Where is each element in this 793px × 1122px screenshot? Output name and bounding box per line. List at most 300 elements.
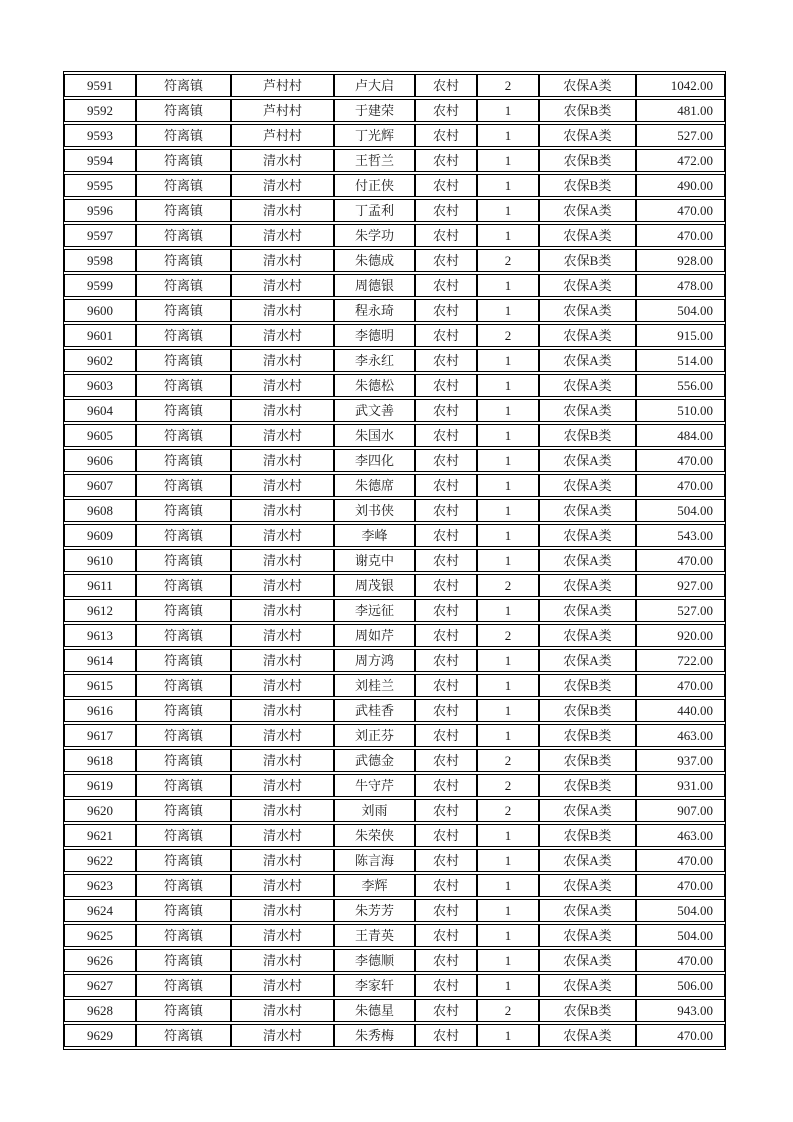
cell-id: 9625 — [64, 924, 136, 947]
cell-town: 符离镇 — [136, 624, 231, 647]
cell-village: 清水村 — [231, 574, 334, 597]
cell-id: 9608 — [64, 499, 136, 522]
cell-amount: 472.00 — [636, 149, 725, 172]
cell-town: 符离镇 — [136, 549, 231, 572]
cell-insurance_type: 农保A类 — [539, 874, 636, 897]
cell-name: 朱德松 — [334, 374, 415, 397]
benefit-roster-table — [63, 71, 726, 1050]
cell-town: 符离镇 — [136, 674, 231, 697]
cell-town: 符离镇 — [136, 949, 231, 972]
cell-amount: 463.00 — [636, 824, 725, 847]
table-row — [64, 524, 725, 547]
cell-count: 1 — [477, 724, 539, 747]
table-row — [64, 374, 725, 397]
cell-amount: 937.00 — [636, 749, 725, 772]
cell-id: 9623 — [64, 874, 136, 897]
cell-residence: 农村 — [415, 274, 477, 297]
cell-name: 朱秀梅 — [334, 1024, 415, 1047]
table-row — [64, 674, 725, 697]
table-row — [64, 249, 725, 272]
cell-count: 2 — [477, 799, 539, 822]
table-row — [64, 799, 725, 822]
cell-name: 刘桂兰 — [334, 674, 415, 697]
cell-town: 符离镇 — [136, 974, 231, 997]
cell-town: 符离镇 — [136, 349, 231, 372]
cell-id: 9602 — [64, 349, 136, 372]
cell-amount: 478.00 — [636, 274, 725, 297]
cell-village: 芦村村 — [231, 99, 334, 122]
cell-name: 武桂香 — [334, 699, 415, 722]
cell-town: 符离镇 — [136, 124, 231, 147]
cell-id: 9598 — [64, 249, 136, 272]
cell-village: 清水村 — [231, 449, 334, 472]
cell-village: 清水村 — [231, 974, 334, 997]
cell-count: 1 — [477, 974, 539, 997]
cell-village: 清水村 — [231, 999, 334, 1022]
cell-count: 1 — [477, 224, 539, 247]
table-row — [64, 299, 725, 322]
cell-town: 符离镇 — [136, 274, 231, 297]
cell-name: 谢克中 — [334, 549, 415, 572]
cell-town: 符离镇 — [136, 249, 231, 272]
cell-town: 符离镇 — [136, 374, 231, 397]
cell-name: 李辉 — [334, 874, 415, 897]
cell-id: 9606 — [64, 449, 136, 472]
table-row — [64, 899, 725, 922]
cell-count: 1 — [477, 274, 539, 297]
cell-count: 2 — [477, 324, 539, 347]
cell-residence: 农村 — [415, 674, 477, 697]
cell-name: 丁孟利 — [334, 199, 415, 222]
table-row — [64, 574, 725, 597]
cell-village: 清水村 — [231, 349, 334, 372]
cell-amount: 463.00 — [636, 724, 725, 747]
table-row — [64, 174, 725, 197]
cell-amount: 920.00 — [636, 624, 725, 647]
cell-insurance_type: 农保A类 — [539, 324, 636, 347]
cell-id: 9621 — [64, 824, 136, 847]
table-row — [64, 949, 725, 972]
cell-village: 清水村 — [231, 774, 334, 797]
cell-insurance_type: 农保A类 — [539, 499, 636, 522]
cell-name: 刘正芬 — [334, 724, 415, 747]
cell-residence: 农村 — [415, 849, 477, 872]
cell-town: 符离镇 — [136, 999, 231, 1022]
table-row — [64, 999, 725, 1022]
cell-village: 清水村 — [231, 824, 334, 847]
cell-residence: 农村 — [415, 124, 477, 147]
cell-amount: 722.00 — [636, 649, 725, 672]
table-row — [64, 774, 725, 797]
cell-insurance_type: 农保B类 — [539, 724, 636, 747]
cell-count: 1 — [477, 174, 539, 197]
cell-count: 1 — [477, 549, 539, 572]
cell-insurance_type: 农保A类 — [539, 474, 636, 497]
cell-town: 符离镇 — [136, 799, 231, 822]
cell-village: 清水村 — [231, 249, 334, 272]
cell-village: 清水村 — [231, 599, 334, 622]
cell-residence: 农村 — [415, 899, 477, 922]
cell-town: 符离镇 — [136, 324, 231, 347]
cell-name: 朱芳芳 — [334, 899, 415, 922]
cell-town: 符离镇 — [136, 224, 231, 247]
cell-id: 9611 — [64, 574, 136, 597]
cell-residence: 农村 — [415, 624, 477, 647]
cell-id: 9596 — [64, 199, 136, 222]
cell-insurance_type: 农保A类 — [539, 549, 636, 572]
cell-residence: 农村 — [415, 699, 477, 722]
cell-town: 符离镇 — [136, 474, 231, 497]
table-row — [64, 974, 725, 997]
cell-insurance_type: 农保A类 — [539, 224, 636, 247]
table-row — [64, 749, 725, 772]
cell-amount: 484.00 — [636, 424, 725, 447]
cell-town: 符离镇 — [136, 774, 231, 797]
cell-residence: 农村 — [415, 149, 477, 172]
cell-id: 9618 — [64, 749, 136, 772]
cell-amount: 527.00 — [636, 124, 725, 147]
cell-village: 清水村 — [231, 374, 334, 397]
cell-amount: 943.00 — [636, 999, 725, 1022]
table-row — [64, 724, 725, 747]
cell-count: 2 — [477, 574, 539, 597]
cell-town: 符离镇 — [136, 874, 231, 897]
cell-id: 9626 — [64, 949, 136, 972]
table-row — [64, 324, 725, 347]
cell-insurance_type: 农保A类 — [539, 274, 636, 297]
cell-name: 李远征 — [334, 599, 415, 622]
cell-count: 2 — [477, 249, 539, 272]
cell-amount: 470.00 — [636, 849, 725, 872]
cell-residence: 农村 — [415, 724, 477, 747]
cell-id: 9610 — [64, 549, 136, 572]
cell-village: 清水村 — [231, 499, 334, 522]
table-row — [64, 349, 725, 372]
cell-name: 牛守芹 — [334, 774, 415, 797]
cell-residence: 农村 — [415, 99, 477, 122]
cell-id: 9627 — [64, 974, 136, 997]
cell-name: 朱荣侠 — [334, 824, 415, 847]
cell-amount: 504.00 — [636, 899, 725, 922]
cell-insurance_type: 农保B类 — [539, 699, 636, 722]
cell-residence: 农村 — [415, 474, 477, 497]
cell-town: 符离镇 — [136, 699, 231, 722]
cell-name: 李德明 — [334, 324, 415, 347]
cell-count: 1 — [477, 599, 539, 622]
cell-count: 1 — [477, 199, 539, 222]
cell-name: 李家轩 — [334, 974, 415, 997]
cell-town: 符离镇 — [136, 724, 231, 747]
cell-amount: 527.00 — [636, 599, 725, 622]
cell-amount: 470.00 — [636, 674, 725, 697]
table-row — [64, 624, 725, 647]
cell-count: 1 — [477, 899, 539, 922]
cell-name: 周茂银 — [334, 574, 415, 597]
cell-count: 1 — [477, 299, 539, 322]
table-row — [64, 399, 725, 422]
cell-village: 清水村 — [231, 874, 334, 897]
cell-town: 符离镇 — [136, 99, 231, 122]
cell-id: 9612 — [64, 599, 136, 622]
cell-village: 清水村 — [231, 174, 334, 197]
cell-town: 符离镇 — [136, 74, 231, 97]
cell-village: 清水村 — [231, 149, 334, 172]
cell-village: 清水村 — [231, 299, 334, 322]
cell-insurance_type: 农保B类 — [539, 674, 636, 697]
cell-amount: 931.00 — [636, 774, 725, 797]
table-row — [64, 149, 725, 172]
cell-village: 清水村 — [231, 474, 334, 497]
cell-amount: 504.00 — [636, 499, 725, 522]
cell-insurance_type: 农保A类 — [539, 399, 636, 422]
cell-name: 李四化 — [334, 449, 415, 472]
cell-village: 清水村 — [231, 699, 334, 722]
cell-insurance_type: 农保B类 — [539, 424, 636, 447]
cell-town: 符离镇 — [136, 574, 231, 597]
cell-count: 1 — [477, 374, 539, 397]
cell-residence: 农村 — [415, 74, 477, 97]
cell-residence: 农村 — [415, 399, 477, 422]
cell-name: 朱学功 — [334, 224, 415, 247]
cell-count: 1 — [477, 849, 539, 872]
cell-insurance_type: 农保A类 — [539, 574, 636, 597]
cell-amount: 504.00 — [636, 299, 725, 322]
cell-id: 9614 — [64, 649, 136, 672]
cell-id: 9619 — [64, 774, 136, 797]
cell-village: 清水村 — [231, 424, 334, 447]
cell-amount: 490.00 — [636, 174, 725, 197]
cell-count: 1 — [477, 149, 539, 172]
cell-village: 清水村 — [231, 649, 334, 672]
cell-amount: 928.00 — [636, 249, 725, 272]
cell-village: 清水村 — [231, 224, 334, 247]
cell-name: 朱德星 — [334, 999, 415, 1022]
cell-id: 9622 — [64, 849, 136, 872]
cell-amount: 915.00 — [636, 324, 725, 347]
cell-count: 1 — [477, 124, 539, 147]
cell-town: 符离镇 — [136, 524, 231, 547]
cell-residence: 农村 — [415, 1024, 477, 1047]
cell-residence: 农村 — [415, 749, 477, 772]
cell-residence: 农村 — [415, 774, 477, 797]
cell-residence: 农村 — [415, 549, 477, 572]
cell-insurance_type: 农保A类 — [539, 899, 636, 922]
cell-insurance_type: 农保B类 — [539, 749, 636, 772]
cell-id: 9605 — [64, 424, 136, 447]
cell-count: 1 — [477, 99, 539, 122]
cell-id: 9624 — [64, 899, 136, 922]
cell-village: 清水村 — [231, 724, 334, 747]
cell-name: 李德顺 — [334, 949, 415, 972]
cell-name: 刘书侠 — [334, 499, 415, 522]
cell-name: 刘雨 — [334, 799, 415, 822]
cell-residence: 农村 — [415, 824, 477, 847]
cell-village: 清水村 — [231, 199, 334, 222]
cell-name: 程永琦 — [334, 299, 415, 322]
cell-village: 清水村 — [231, 849, 334, 872]
cell-residence: 农村 — [415, 324, 477, 347]
cell-village: 清水村 — [231, 274, 334, 297]
cell-name: 王青英 — [334, 924, 415, 947]
cell-residence: 农村 — [415, 499, 477, 522]
table-row — [64, 649, 725, 672]
cell-amount: 556.00 — [636, 374, 725, 397]
cell-count: 1 — [477, 924, 539, 947]
cell-amount: 470.00 — [636, 949, 725, 972]
cell-village: 清水村 — [231, 549, 334, 572]
cell-id: 9601 — [64, 324, 136, 347]
cell-village: 清水村 — [231, 674, 334, 697]
cell-town: 符离镇 — [136, 299, 231, 322]
cell-insurance_type: 农保A类 — [539, 799, 636, 822]
cell-id: 9629 — [64, 1024, 136, 1047]
cell-name: 李永红 — [334, 349, 415, 372]
cell-amount: 470.00 — [636, 1024, 725, 1047]
cell-village: 清水村 — [231, 924, 334, 947]
cell-count: 1 — [477, 1024, 539, 1047]
cell-amount: 470.00 — [636, 874, 725, 897]
table-row — [64, 124, 725, 147]
cell-count: 1 — [477, 449, 539, 472]
cell-town: 符离镇 — [136, 924, 231, 947]
cell-residence: 农村 — [415, 924, 477, 947]
cell-count: 1 — [477, 649, 539, 672]
cell-village: 清水村 — [231, 524, 334, 547]
cell-village: 清水村 — [231, 399, 334, 422]
cell-count: 1 — [477, 524, 539, 547]
cell-residence: 农村 — [415, 349, 477, 372]
cell-town: 符离镇 — [136, 199, 231, 222]
cell-count: 2 — [477, 999, 539, 1022]
cell-amount: 514.00 — [636, 349, 725, 372]
cell-town: 符离镇 — [136, 599, 231, 622]
cell-id: 9595 — [64, 174, 136, 197]
cell-amount: 470.00 — [636, 199, 725, 222]
cell-count: 1 — [477, 499, 539, 522]
table-row — [64, 224, 725, 247]
table-row — [64, 849, 725, 872]
cell-name: 武文善 — [334, 399, 415, 422]
cell-id: 9607 — [64, 474, 136, 497]
cell-village: 清水村 — [231, 799, 334, 822]
cell-town: 符离镇 — [136, 649, 231, 672]
cell-insurance_type: 农保A类 — [539, 974, 636, 997]
cell-name: 周如芹 — [334, 624, 415, 647]
cell-insurance_type: 农保B类 — [539, 174, 636, 197]
cell-id: 9615 — [64, 674, 136, 697]
cell-insurance_type: 农保B类 — [539, 99, 636, 122]
cell-town: 符离镇 — [136, 149, 231, 172]
cell-id: 9603 — [64, 374, 136, 397]
cell-village: 清水村 — [231, 624, 334, 647]
cell-count: 1 — [477, 349, 539, 372]
cell-village: 清水村 — [231, 324, 334, 347]
cell-amount: 543.00 — [636, 524, 725, 547]
cell-amount: 470.00 — [636, 474, 725, 497]
table-row — [64, 424, 725, 447]
cell-id: 9591 — [64, 74, 136, 97]
cell-insurance_type: 农保A类 — [539, 524, 636, 547]
cell-id: 9599 — [64, 274, 136, 297]
cell-amount: 481.00 — [636, 99, 725, 122]
cell-name: 朱德席 — [334, 474, 415, 497]
cell-residence: 农村 — [415, 224, 477, 247]
cell-count: 1 — [477, 874, 539, 897]
cell-amount: 470.00 — [636, 224, 725, 247]
cell-village: 芦村村 — [231, 74, 334, 97]
cell-amount: 440.00 — [636, 699, 725, 722]
table-row — [64, 599, 725, 622]
cell-amount: 504.00 — [636, 924, 725, 947]
cell-village: 清水村 — [231, 949, 334, 972]
cell-name: 丁光辉 — [334, 124, 415, 147]
table-row — [64, 474, 725, 497]
cell-residence: 农村 — [415, 449, 477, 472]
cell-name: 武德金 — [334, 749, 415, 772]
cell-insurance_type: 农保B类 — [539, 249, 636, 272]
cell-count: 1 — [477, 674, 539, 697]
cell-residence: 农村 — [415, 974, 477, 997]
cell-id: 9593 — [64, 124, 136, 147]
cell-name: 于建荣 — [334, 99, 415, 122]
cell-town: 符离镇 — [136, 1024, 231, 1047]
cell-insurance_type: 农保A类 — [539, 949, 636, 972]
cell-name: 卢大启 — [334, 74, 415, 97]
table-row — [64, 199, 725, 222]
cell-count: 1 — [477, 824, 539, 847]
cell-count: 1 — [477, 699, 539, 722]
cell-name: 朱德成 — [334, 249, 415, 272]
cell-insurance_type: 农保A类 — [539, 374, 636, 397]
table-row — [64, 499, 725, 522]
cell-insurance_type: 农保A类 — [539, 924, 636, 947]
table-row — [64, 449, 725, 472]
cell-id: 9604 — [64, 399, 136, 422]
cell-insurance_type: 农保A类 — [539, 449, 636, 472]
cell-town: 符离镇 — [136, 449, 231, 472]
cell-id: 9617 — [64, 724, 136, 747]
cell-insurance_type: 农保B类 — [539, 999, 636, 1022]
cell-name: 朱国水 — [334, 424, 415, 447]
cell-amount: 470.00 — [636, 449, 725, 472]
cell-count: 2 — [477, 624, 539, 647]
cell-insurance_type: 农保A类 — [539, 74, 636, 97]
cell-residence: 农村 — [415, 174, 477, 197]
cell-insurance_type: 农保A类 — [539, 849, 636, 872]
cell-name: 付正侠 — [334, 174, 415, 197]
cell-residence: 农村 — [415, 874, 477, 897]
cell-amount: 927.00 — [636, 574, 725, 597]
cell-town: 符离镇 — [136, 849, 231, 872]
cell-insurance_type: 农保B类 — [539, 149, 636, 172]
cell-residence: 农村 — [415, 524, 477, 547]
cell-id: 9616 — [64, 699, 136, 722]
cell-residence: 农村 — [415, 999, 477, 1022]
cell-count: 2 — [477, 749, 539, 772]
cell-id: 9613 — [64, 624, 136, 647]
cell-town: 符离镇 — [136, 749, 231, 772]
table-row — [64, 99, 725, 122]
cell-id: 9609 — [64, 524, 136, 547]
table-row — [64, 1024, 725, 1047]
cell-id: 9628 — [64, 999, 136, 1022]
cell-residence: 农村 — [415, 424, 477, 447]
cell-insurance_type: 农保A类 — [539, 124, 636, 147]
cell-insurance_type: 农保A类 — [539, 1024, 636, 1047]
cell-town: 符离镇 — [136, 824, 231, 847]
cell-village: 清水村 — [231, 899, 334, 922]
cell-town: 符离镇 — [136, 174, 231, 197]
